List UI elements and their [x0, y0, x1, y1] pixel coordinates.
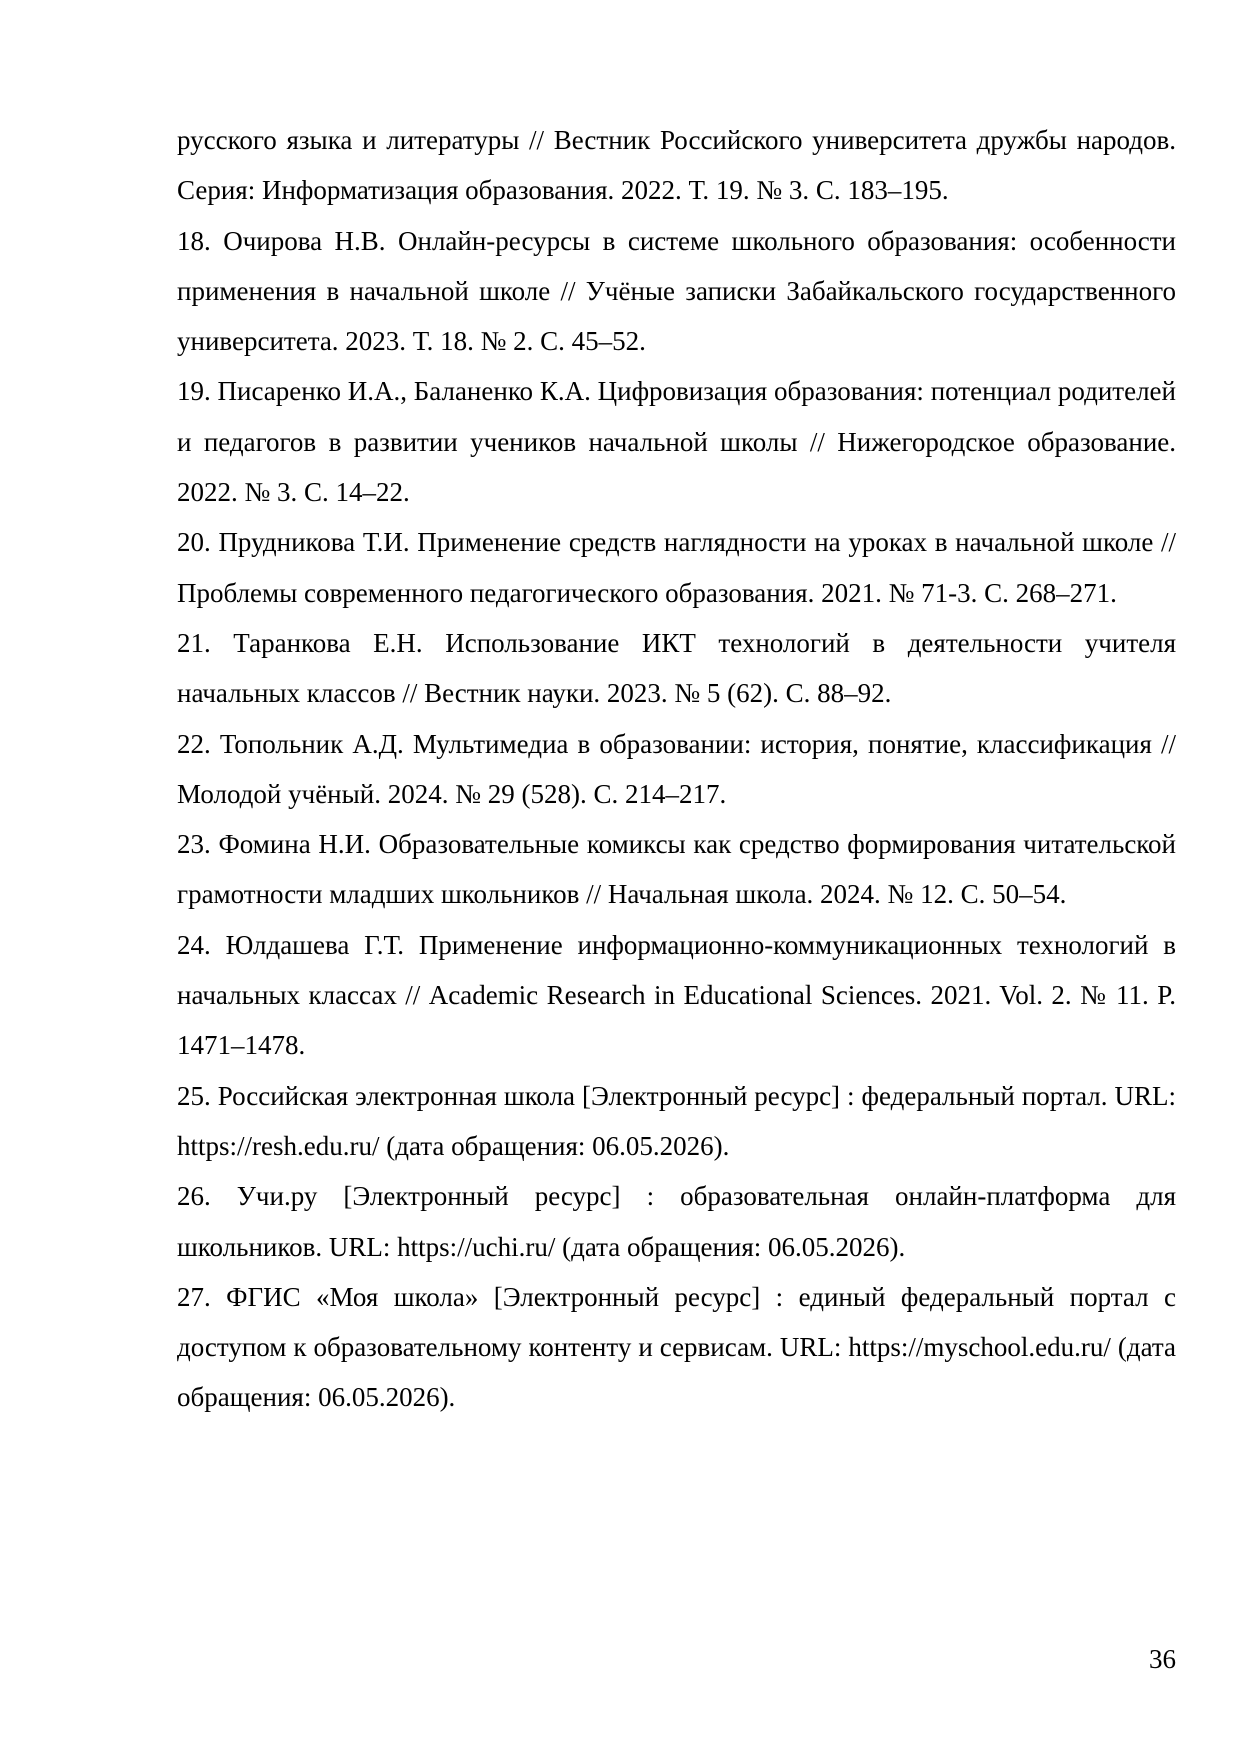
- reference-entry-23: 23. Фомина Н.И. Образовательные комиксы как средство формирования читательской грамотности младших школьников // Начальная школа. 2024. № 12. С. 50–54.: [177, 829, 1176, 910]
- reference-entry-27: 27. ФГИС «Моя школа» [Электронный ресурс] : единый федеральный портал с доступом к образовательному контенту и сервисам. URL: https://myschool.edu.ru/ (дата обращения: 06.05.2026).: [177, 1281, 1176, 1413]
- reference-entry-24: 24. Юлдашева Г.Т. Применение информационно-коммуникационных технологий в начальных классах // Academic Research in Educational Sciences. 2021. Vol. 2. № 11. P. 1471–1478.: [177, 929, 1176, 1061]
- reference-entry-26: 26. Учи.ру [Электронный ресурс] : образовательная онлайн-платформа для школьников. URL: https://uchi.ru/ (дата обращения: 06.05.2026).: [177, 1181, 1176, 1262]
- reference-entry-25: 25. Российская электронная школа [Электронный ресурс] : федеральный портал. URL: https://resh.edu.ru/ (дата обращения: 06.05.2026).: [177, 1080, 1176, 1161]
- reference-entry-continued: русского языка и литературы // Вестник Российского университета дружбы народов. Серия: Информатизация образования. 2022. Т. 19. № 3. С. 183–195.: [177, 125, 1176, 206]
- references-list: [177, 115, 1176, 1423]
- reference-entry-19: 19. Писаренко И.А., Баланенко К.А. Цифровизация образования: потенциал родителей и педагогов в развитии учеников начальной школы // Нижегородское образование. 2022. № 3. С. 14–22.: [177, 376, 1176, 508]
- reference-entry-22: 22. Топольник А.Д. Мультимедиа в образовании: история, понятие, классификация // Молодой учёный. 2024. № 29 (528). С. 214–217.: [177, 728, 1176, 809]
- reference-entry-18: 18. Очирова Н.В. Онлайн-ресурсы в системе школьного образования: особенности применения в начальной школе // Учёные записки Забайкальского государственного университета. 2023. Т. 18. № 2. С. 45–52.: [177, 225, 1176, 357]
- page-number: 36: [1149, 1644, 1176, 1674]
- reference-entry-20: 20. Прудникова Т.И. Применение средств наглядности на уроках в начальной школе // Проблемы современного педагогического образования. 2021. № 71-3. С. 268–271.: [177, 527, 1176, 608]
- reference-entry-21: 21. Таранкова Е.Н. Использование ИКТ технологий в деятельности учителя начальных классов // Вестник науки. 2023. № 5 (62). С. 88–92.: [177, 627, 1176, 709]
